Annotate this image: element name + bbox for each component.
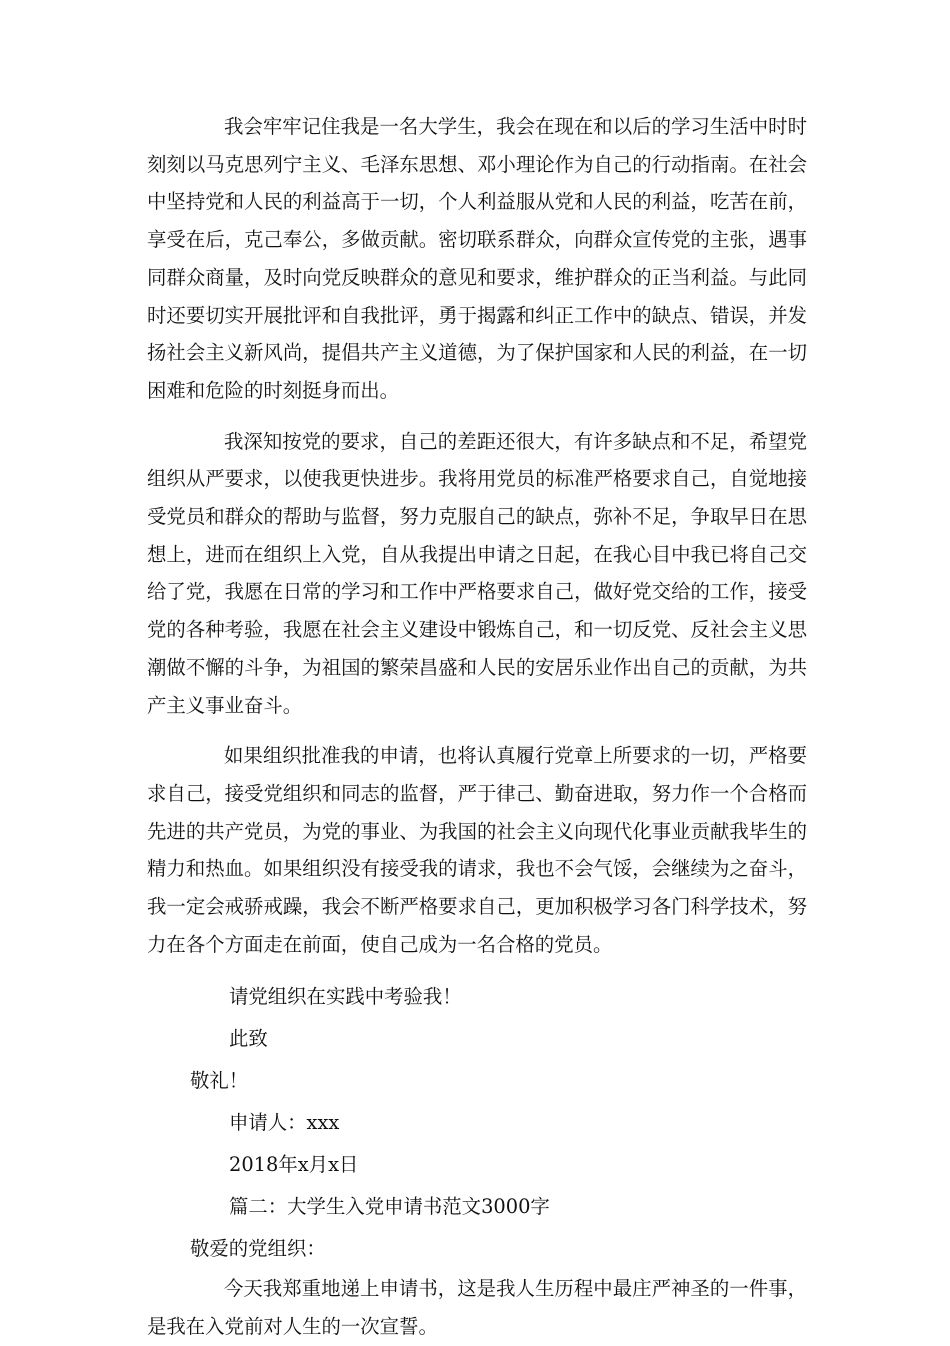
greeting-line: 此致 — [229, 1027, 268, 1051]
body-paragraph-2: 我深知按党的要求，自己的差距还很大，有许多缺点和不足，希望党组织从严要求，以使我更快进步。我将用党员的标准严格要求自己，自觉地接受党员和群众的帮助与监督，努力克服自己的缺点，弥补不足，争取早日在思想上，进而在组织上入党，自从我提出申请之日起，在我心目中我已将自己交给了党，我愿在日常的学习和工作中严格要求自己，做好党交给的工作，接受党的各种考验，我愿在社会主义建设中锻炼自己，和一切反党、反社会主义思潮做不懈的斗争，为祖国的繁荣昌盛和人民的安居乐业作出自己的贡献，为共产主义事业奋斗。 — [147, 429, 807, 717]
section-title: 篇二：大学生入党申请书范文3000字 — [229, 1195, 550, 1219]
request-line: 请党组织在实践中考验我！ — [229, 985, 462, 1009]
document-page — [147, 108, 807, 1346]
date-line: 2018年x月x日 — [229, 1153, 359, 1177]
body-paragraph-3: 如果组织批准我的申请，也将认真履行党章上所要求的一切，严格要求自己，接受党组织和同志的监督，严于律己、勤奋进取，努力作一个合格而先进的共产党员，为党的事业、为我国的社会主义向现代化事业贡献我毕生的精力和热血。如果组织没有接受我的请求，我也不会气馁，会继续为之奋斗，我一定会戒骄戒躁，我会不断严格要求自己，更加积极学习各门科学技术，努力在各个方面走在前面，使自己成为一名合格的党员。 — [147, 744, 807, 956]
body-paragraph-1: 我会牢牢记住我是一名大学生，我会在现在和以后的学习生活中时时刻刻以马克思列宁主义、毛泽东思想、邓小理论作为自己的行动指南。在社会中坚持党和人民的利益高于一切，个人利益服从党和人民的利益，吃苦在前，享受在后，克己奉公，多做贡献。密切联系群众，向群众宣传党的主张，遇事同群众商量，及时向党反映群众的意见和要求，维护群众的正当利益。与此同时还要切实开展批评和自我批评，勇于揭露和纠正工作中的缺点、错误，并发扬社会主义新风尚，提倡共产主义道德，为了保护国家和人民的利益，在一切困难和危险的时刻挺身而出。 — [147, 115, 807, 402]
salute-line: 敬礼！ — [190, 1069, 249, 1093]
applicant-line: 申请人：xxx — [229, 1111, 340, 1135]
salutation-line: 敬爱的党组织： — [190, 1237, 326, 1261]
final-paragraph: 今天我郑重地递上申请书，这是我人生历程中最庄严神圣的一件事，是我在入党前对人生的一次宣誓。 — [147, 1277, 807, 1339]
